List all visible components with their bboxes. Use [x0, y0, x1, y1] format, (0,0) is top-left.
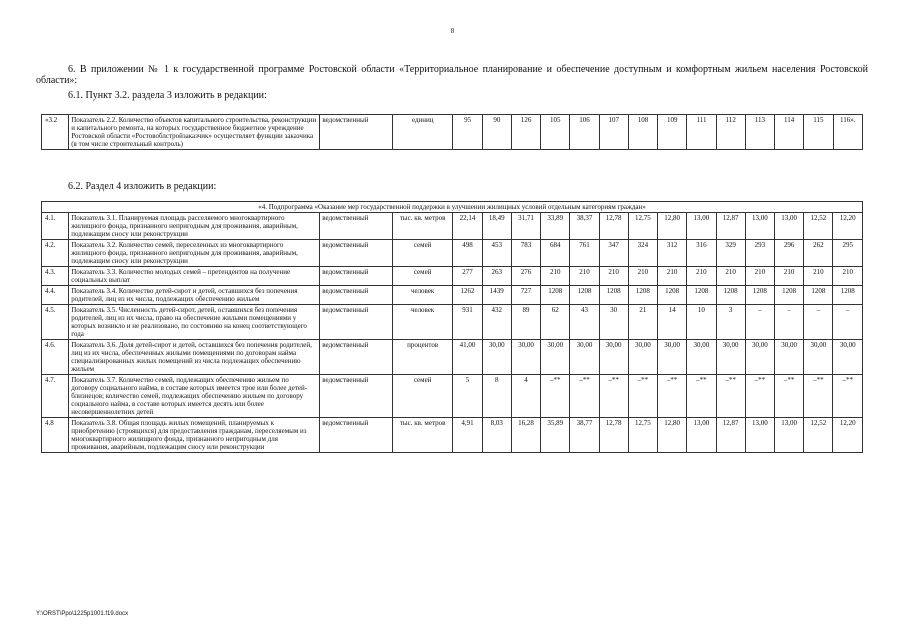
unit-of-measure: единиц: [392, 115, 453, 150]
year-value-cell: 108: [628, 115, 657, 150]
indicator-type: ведомственный: [320, 340, 393, 375]
year-value-cell: 16,28: [511, 418, 540, 453]
year-value-cell: 12,87: [716, 418, 745, 453]
year-value-cell: 30,00: [599, 340, 628, 375]
year-value-cell: 684: [541, 240, 570, 267]
row-code: 4.3.: [42, 267, 69, 286]
year-value-cell: –**: [716, 375, 745, 418]
indicator-name: Показатель 3.6. Доля детей-сирот и детей, оставшихся без попечения родителей, лиц из их числа, обеспеченных жилыми помещениями по договорам найма специализированных жилых помещений из числа подлежащих обеспечению жильем: [69, 340, 320, 375]
year-value-cell: 295: [833, 240, 863, 267]
table-row: [42, 213, 863, 240]
year-value-cell: 210: [658, 267, 687, 286]
table-section-4-body: [42, 202, 863, 453]
year-value-cell: 12,20: [833, 213, 863, 240]
paragraph-6-1: 6.1. Пункт 3.2. раздела 3 изложить в редакции:: [68, 90, 267, 101]
subprogram-header: «4. Подпрограмма «Оказание мер государственной поддержки в улучшении жилищных условий отдельным категориям граждан»: [42, 202, 863, 213]
year-value-cell: 1208: [628, 286, 657, 305]
year-value-cell: 109: [658, 115, 687, 150]
indicator-name: Показатель 3.2. Количество семей, переселенных из многоквартирного жилищного фонда, признанного непригодным для проживания, аварийным, подлежащим сносу или реконструкции: [69, 240, 320, 267]
year-value-cell: 21: [628, 305, 657, 340]
year-value-cell: 30,00: [716, 340, 745, 375]
year-value-cell: 43: [570, 305, 599, 340]
year-value-cell: 30,00: [774, 340, 803, 375]
indicator-type: ведомственный: [320, 375, 393, 418]
year-value-cell: –: [804, 305, 833, 340]
year-value-cell: 316: [687, 240, 716, 267]
year-value-cell: –: [774, 305, 803, 340]
year-value-cell: 114: [775, 115, 804, 150]
year-value-cell: 112: [716, 115, 745, 150]
year-value-cell: 30,00: [745, 340, 774, 375]
year-value-cell: 4,91: [453, 418, 482, 453]
paragraph-6: 6. В приложении № 1 к государственной программе Ростовской области «Территориальное планирование и обеспечение доступным и комфортным жильем населения Ростовской области»:: [36, 64, 868, 86]
table-header-row: [42, 202, 863, 213]
year-value-cell: 33,89: [541, 213, 570, 240]
year-value-cell: 107: [599, 115, 628, 150]
year-value-cell: 1208: [745, 286, 774, 305]
year-value-cell: 105: [541, 115, 570, 150]
indicator-name: Показатель 3.1. Планируемая площадь расселяемого многоквартирного жилищного фонда, признанного непригодным для проживания, аварийным, подлежащим сносу или реконструкции: [69, 213, 320, 240]
year-value-cell: 30,00: [541, 340, 570, 375]
year-value-cell: 30,00: [511, 340, 540, 375]
year-value-cell: 38,77: [570, 418, 599, 453]
year-value-cell: –**: [599, 375, 628, 418]
year-value-cell: 90: [482, 115, 511, 150]
unit-of-measure: человек: [392, 286, 453, 305]
year-value-cell: 1262: [453, 286, 482, 305]
year-value-cell: 12,80: [658, 418, 687, 453]
table-row: [42, 340, 863, 375]
paragraph-6-2: 6.2. Раздел 4 изложить в редакции:: [68, 181, 217, 192]
year-value-cell: 1208: [833, 286, 863, 305]
unit-of-measure: семей: [392, 267, 453, 286]
indicator-type: ведомственный: [320, 240, 393, 267]
year-value-cell: 210: [599, 267, 628, 286]
table-row: [42, 267, 863, 286]
year-value-cell: 12,20: [833, 418, 863, 453]
year-value-cell: 263: [482, 267, 511, 286]
year-value-cell: 727: [511, 286, 540, 305]
year-value-cell: 1208: [804, 286, 833, 305]
year-value-cell: 126: [511, 115, 540, 150]
row-code: 4.4.: [42, 286, 69, 305]
year-value-cell: 18,49: [482, 213, 511, 240]
row-code: 4.2.: [42, 240, 69, 267]
indicator-type: ведомственный: [320, 267, 393, 286]
year-value-cell: 262: [804, 240, 833, 267]
year-value-cell: 13,00: [687, 418, 716, 453]
year-value-cell: –**: [833, 375, 863, 418]
year-value-cell: –**: [804, 375, 833, 418]
indicator-type: ведомственный: [320, 213, 393, 240]
unit-of-measure: процентов: [392, 340, 453, 375]
year-value-cell: 115: [804, 115, 833, 150]
year-value-cell: 498: [453, 240, 482, 267]
year-value-cell: 210: [687, 267, 716, 286]
indicator-name: Показатель 3.3. Количество молодых семей – претендентов на получение социальных выплат: [69, 267, 320, 286]
year-value-cell: 8,03: [482, 418, 511, 453]
year-value-cell: 931: [453, 305, 482, 340]
year-value-cell: 1208: [716, 286, 745, 305]
year-value-cell: 1208: [658, 286, 687, 305]
year-value-cell: 210: [570, 267, 599, 286]
year-value-cell: 12,78: [599, 418, 628, 453]
unit-of-measure: человек: [392, 305, 453, 340]
year-value-cell: 30,00: [628, 340, 657, 375]
year-value-cell: 30,00: [833, 340, 863, 375]
table-section-3-body: [42, 115, 863, 150]
year-value-cell: 783: [511, 240, 540, 267]
year-value-cell: 210: [716, 267, 745, 286]
year-value-cell: 1208: [774, 286, 803, 305]
year-value-cell: –**: [687, 375, 716, 418]
row-code: 4.1.: [42, 213, 69, 240]
year-value-cell: 13,00: [687, 213, 716, 240]
year-value-cell: 13,00: [745, 418, 774, 453]
year-value-cell: 30,00: [804, 340, 833, 375]
unit-of-measure: тыс. кв. метров: [392, 213, 453, 240]
table-row: [42, 305, 863, 340]
year-value-cell: 329: [716, 240, 745, 267]
year-value-cell: –: [833, 305, 863, 340]
indicator-name: Показатель 3.7. Количество семей, подлежащих обеспечению жильем по договору социального найма, в составе которых имеется трое или более детей-близнецов; количество семей, подлежащих обеспечению жильем по договору социального найма, в составе которых имеется десять или более несовершеннолетних детей: [69, 375, 320, 418]
year-value-cell: 1208: [570, 286, 599, 305]
indicator-name: Показатель 3.4. Количество детей-сирот и детей, оставшихся без попечения родителей, лиц из их числа, подлежащих обеспечению жильем: [69, 286, 320, 305]
indicator-type: ведомственный: [320, 418, 393, 453]
year-value-cell: 210: [804, 267, 833, 286]
indicator-type: ведомственный: [320, 305, 393, 340]
file-path-footer: Y:\ORST\Ppo\1225p1001.f19.docx: [36, 611, 129, 617]
indicator-name: Показатель 3.5. Численность детей-сирот, детей, оставшихся без попечения родителей, лиц из их числа, право на обеспечение жилыми помещениями у которых возникло и не реализовано, по состоянию на конец соответствующего года: [69, 305, 320, 340]
table-row: [42, 240, 863, 267]
year-value-cell: 210: [745, 267, 774, 286]
year-value-cell: 13,00: [774, 418, 803, 453]
year-value-cell: –**: [570, 375, 599, 418]
year-value-cell: 347: [599, 240, 628, 267]
year-value-cell: 296: [774, 240, 803, 267]
year-value-cell: 324: [628, 240, 657, 267]
year-value-cell: 210: [774, 267, 803, 286]
year-value-cell: 4: [511, 375, 540, 418]
table-section-4: [41, 201, 863, 453]
row-code: 4.8: [42, 418, 69, 453]
year-value-cell: 12,87: [716, 213, 745, 240]
year-value-cell: 35,89: [541, 418, 570, 453]
year-value-cell: 14: [658, 305, 687, 340]
indicator-name: Показатель 2.2. Количество объектов капитального строительства, реконструкции и капитального ремонта, на которых государственное бюджетное учреждение Ростовской области «Ростовоблстройзаказчик» осуществляет функции заказчика (в том числе строительный контроль): [69, 115, 320, 150]
table-row: [42, 375, 863, 418]
row-code: 4.6.: [42, 340, 69, 375]
year-value-cell: 38,37: [570, 213, 599, 240]
year-value-cell: –**: [628, 375, 657, 418]
year-value-cell: 453: [482, 240, 511, 267]
year-value-cell: 12,75: [628, 213, 657, 240]
year-value-cell: 1208: [541, 286, 570, 305]
year-value-cell: –**: [541, 375, 570, 418]
year-value-cell: 113: [745, 115, 774, 150]
year-value-cell: 30,00: [687, 340, 716, 375]
row-code: 4.5.: [42, 305, 69, 340]
year-value-cell: 277: [453, 267, 482, 286]
year-value-cell: 210: [833, 267, 863, 286]
indicator-name: Показатель 3.8. Общая площадь жилых помещений, планируемых к приобретению (строящихся) для предоставления гражданам, переселяемым из многоквартирного жилищного фонда, признанного непригодным для проживания, аварийным, подлежащим сносу или реконструкции: [69, 418, 320, 453]
year-value-cell: 12,52: [804, 213, 833, 240]
year-value-cell: 106: [570, 115, 599, 150]
year-value-cell: 30,00: [658, 340, 687, 375]
row-code: «3.2: [42, 115, 69, 150]
year-value-cell: 89: [511, 305, 540, 340]
year-value-cell: 12,78: [599, 213, 628, 240]
year-value-cell: 116».: [833, 115, 862, 150]
year-value-cell: 432: [482, 305, 511, 340]
year-value-cell: 31,71: [511, 213, 540, 240]
year-value-cell: –: [745, 305, 774, 340]
year-value-cell: 8: [482, 375, 511, 418]
page-number: 8: [450, 27, 455, 35]
year-value-cell: 3: [716, 305, 745, 340]
year-value-cell: 210: [541, 267, 570, 286]
year-value-cell: 1208: [687, 286, 716, 305]
year-value-cell: 293: [745, 240, 774, 267]
year-value-cell: –**: [658, 375, 687, 418]
row-code: 4.7.: [42, 375, 69, 418]
year-value-cell: 312: [658, 240, 687, 267]
year-value-cell: 12,75: [628, 418, 657, 453]
year-value-cell: 62: [541, 305, 570, 340]
year-value-cell: 210: [628, 267, 657, 286]
year-value-cell: 5: [453, 375, 482, 418]
table-row: [42, 418, 863, 453]
table-row: [42, 286, 863, 305]
year-value-cell: 13,00: [745, 213, 774, 240]
year-value-cell: 1439: [482, 286, 511, 305]
year-value-cell: 22,14: [453, 213, 482, 240]
year-value-cell: 1208: [599, 286, 628, 305]
year-value-cell: 30: [599, 305, 628, 340]
year-value-cell: 30,00: [482, 340, 511, 375]
year-value-cell: 276: [511, 267, 540, 286]
year-value-cell: 95: [453, 115, 482, 150]
indicator-type: ведомственный: [320, 286, 393, 305]
table-row: [42, 115, 863, 150]
year-value-cell: 111: [687, 115, 716, 150]
year-value-cell: 10: [687, 305, 716, 340]
year-value-cell: –**: [774, 375, 803, 418]
year-value-cell: 30,00: [570, 340, 599, 375]
year-value-cell: 12,52: [804, 418, 833, 453]
indicator-type: ведомственный: [320, 115, 393, 150]
year-value-cell: 12,80: [658, 213, 687, 240]
year-value-cell: 41,00: [453, 340, 482, 375]
unit-of-measure: семей: [392, 375, 453, 418]
unit-of-measure: семей: [392, 240, 453, 267]
table-section-3: [41, 114, 863, 150]
year-value-cell: –**: [745, 375, 774, 418]
unit-of-measure: тыс. кв. метров: [392, 418, 453, 453]
year-value-cell: 761: [570, 240, 599, 267]
year-value-cell: 13,00: [774, 213, 803, 240]
